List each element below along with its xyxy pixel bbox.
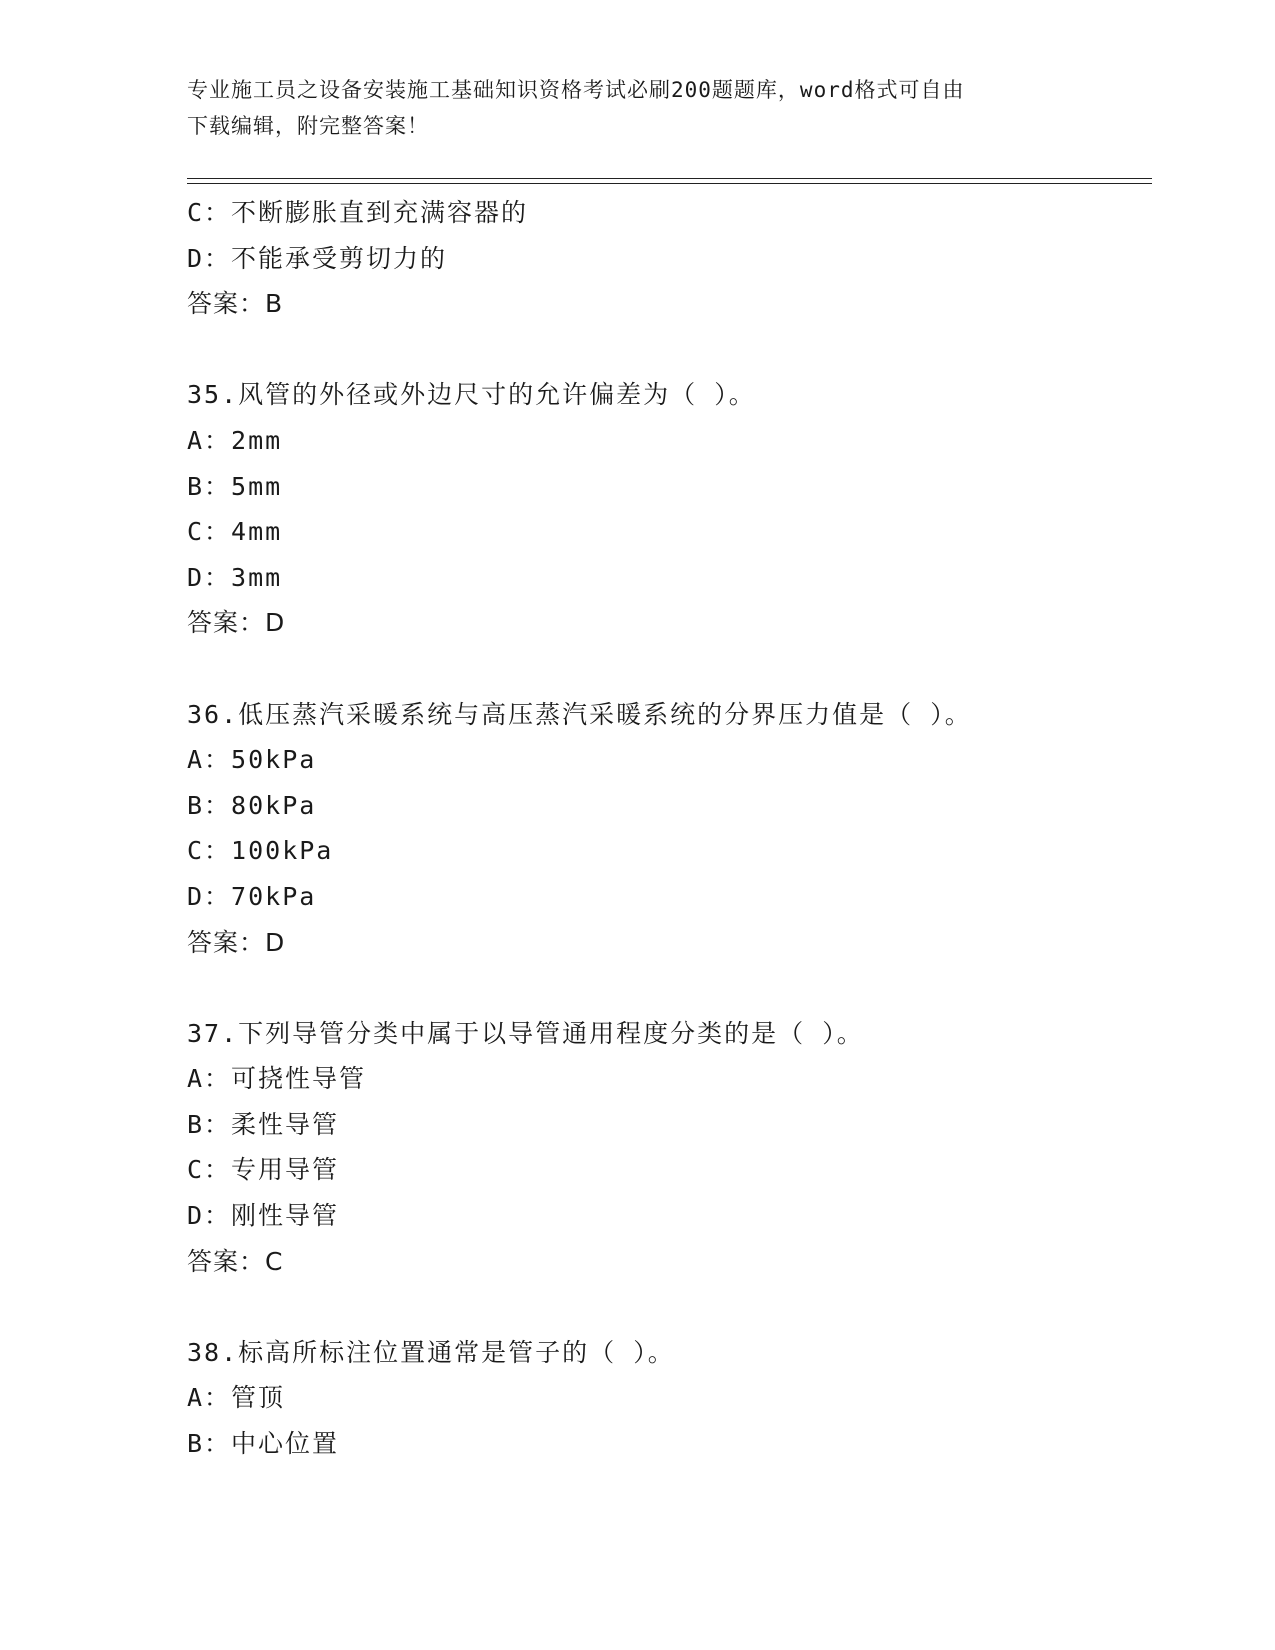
- answer-line: 答案：D: [187, 927, 286, 957]
- question-text: 37.下列导管分类中属于以导管通用程度分类的是（ ）。: [187, 1018, 864, 1048]
- question-text: 35.风管的外径或外边尺寸的允许偏差为（ ）。: [187, 380, 756, 410]
- option-a: A：可挠性导管: [187, 1064, 367, 1094]
- question-block-38: [187, 1330, 1147, 1467]
- option-a: A：50kPa: [187, 745, 317, 775]
- document-header: [187, 72, 1087, 144]
- question-text: 38.标高所标注位置通常是管子的（ ）。: [187, 1337, 675, 1367]
- header-title-line-2: 下载编辑，附完整答案！: [187, 114, 429, 138]
- option-b: B：5mm: [187, 471, 283, 501]
- option-c: C：专用导管: [187, 1155, 340, 1185]
- answer-line: 答案：D: [187, 608, 286, 638]
- option-d: D：70kPa: [187, 881, 317, 911]
- option-b: B：柔性导管: [187, 1109, 340, 1139]
- option-c: C：不断膨胀直到充满容器的: [187, 198, 529, 227]
- spacer: [187, 327, 1147, 373]
- answer-line: 答案：C: [187, 1246, 284, 1276]
- question-list: [187, 190, 1147, 1467]
- option-d: D：不能承受剪切力的: [187, 243, 448, 273]
- spacer: [187, 965, 1147, 1011]
- question-text: 36.低压蒸汽采暖系统与高压蒸汽采暖系统的分界压力值是（ ）。: [187, 699, 972, 729]
- question-block-34: [187, 190, 1147, 327]
- option-b: B：中心位置: [187, 1429, 340, 1459]
- question-block-37: [187, 1011, 1147, 1285]
- option-a: A：2mm: [187, 425, 283, 455]
- option-a: A：管顶: [187, 1383, 286, 1413]
- option-b: B：80kPa: [187, 790, 317, 820]
- option-d: D：刚性导管: [187, 1201, 340, 1231]
- header-title-line-1: 专业施工员之设备安装施工基础知识资格考试必刷200题题库，word格式可自由: [187, 78, 965, 102]
- option-d: D：3mm: [187, 562, 283, 592]
- option-c: C：100kPa: [187, 836, 334, 866]
- spacer: [187, 646, 1147, 692]
- spacer: [187, 1284, 1147, 1330]
- question-block-36: [187, 692, 1147, 966]
- answer-line: 答案：B: [187, 289, 284, 319]
- option-c: C：4mm: [187, 517, 283, 547]
- header-divider-bottom: [187, 183, 1152, 184]
- question-block-35: [187, 372, 1147, 646]
- header-divider-top: [187, 178, 1152, 179]
